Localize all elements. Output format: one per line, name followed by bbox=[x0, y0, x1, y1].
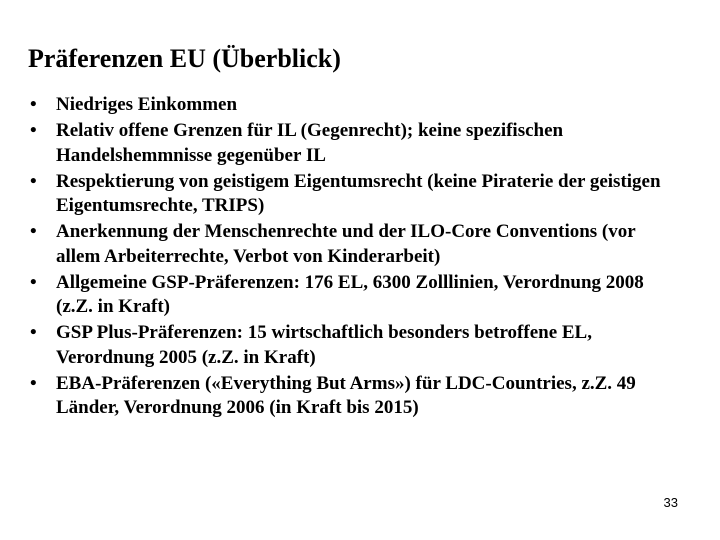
page-number: 33 bbox=[663, 495, 678, 510]
bullet-dot-icon: • bbox=[30, 120, 37, 141]
bullet-dot-icon: • bbox=[30, 372, 37, 394]
slide-title: Präferenzen EU (Überblick) bbox=[28, 44, 341, 73]
bullet-text: Anerkennung der Menschenrechte und der ILO-Core Conventions (vor allem Arbeiterrechte, Verbot von Kinderarbeit) bbox=[56, 221, 636, 267]
bullet-item bbox=[30, 93, 670, 118]
bullet-text: Allgemeine GSP-Präferenzen: 176 EL, 6300 Zolllinien, Verordnung 2008 (z.Z. in Kraft) bbox=[56, 271, 644, 317]
bullet-text: EBA-Präferenzen («Everything But Arms») für LDC-Countries, z.Z. 49 Länder, Verordnung 2006 (in Kraft bis 2015) bbox=[56, 372, 636, 418]
bullet-dot-icon: • bbox=[30, 94, 37, 115]
bullet-list bbox=[30, 93, 670, 422]
bullet-item bbox=[30, 170, 670, 219]
bullet-dot-icon: • bbox=[30, 271, 37, 293]
bullet-text: Niedriges Einkommen bbox=[56, 94, 238, 115]
bullet-text: Respektierung von geistigem Eigentumsrecht (keine Piraterie der geistigen Eigentumsrechte, TRIPS) bbox=[56, 170, 661, 216]
bullet-text: Relativ offene Grenzen für IL (Gegenrecht); keine spezifischen Handelshemmnisse gegenüber IL bbox=[56, 120, 564, 166]
bullet-dot-icon: • bbox=[30, 322, 37, 343]
bullet-item bbox=[30, 119, 670, 168]
bullet-item bbox=[30, 220, 670, 269]
bullet-dot-icon: • bbox=[30, 170, 37, 192]
bullet-dot-icon: • bbox=[30, 221, 37, 242]
bullet-item bbox=[30, 271, 670, 320]
bullet-item bbox=[30, 372, 670, 421]
bullet-item bbox=[30, 321, 670, 370]
bullet-text: GSP Plus-Präferenzen: 15 wirtschaftlich besonders betroffene EL, Verordnung 2005 (z.Z. in Kraft) bbox=[56, 322, 592, 368]
